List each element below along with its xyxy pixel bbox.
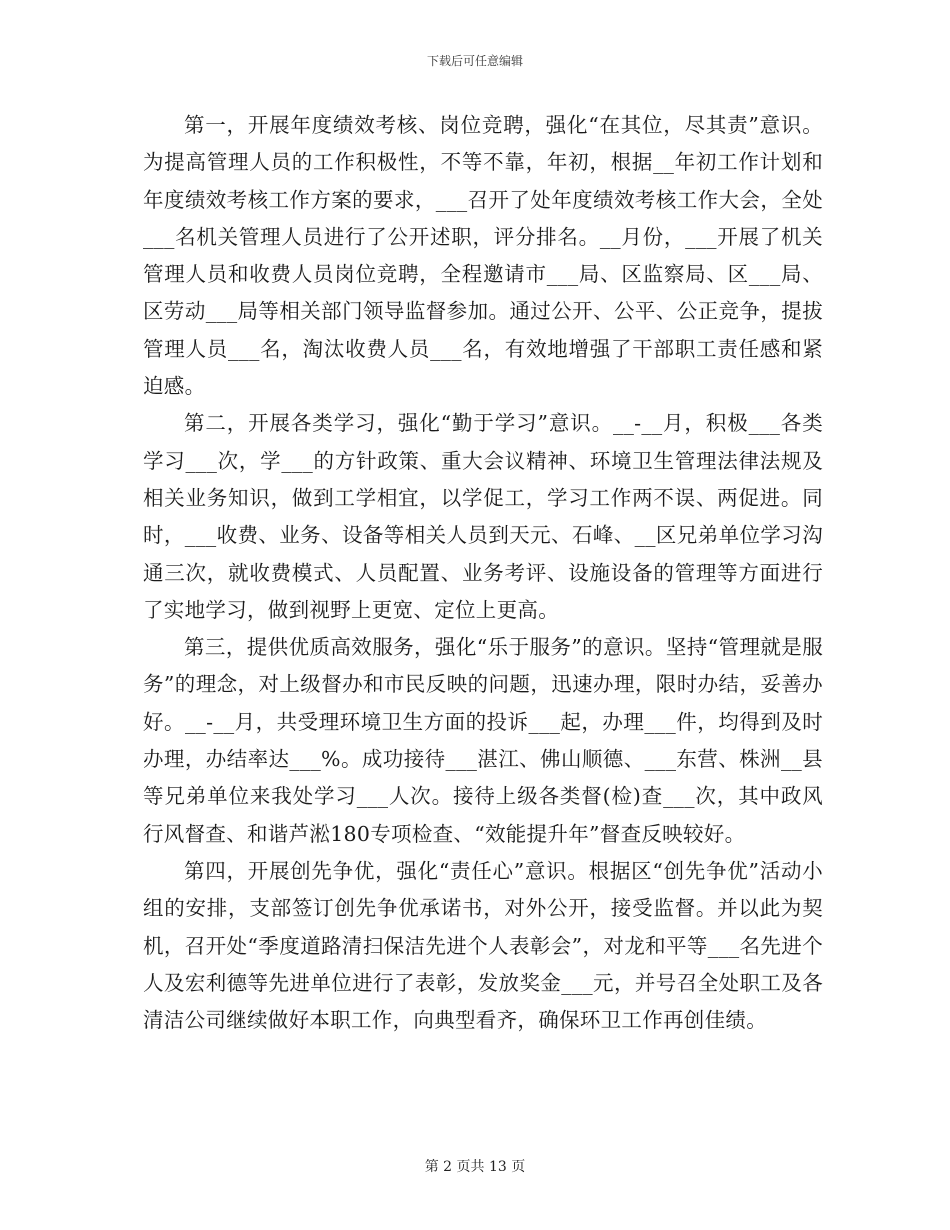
page-header: 下载后可任意编辑 — [426, 54, 523, 68]
paragraph-2: 第二，开展各类学习，强化“勤于学习”意识。__-__月，积极___各类学习___次，学___的方针政策、重大会议精神、环境卫生管理法律法规及相关业务知识，做到工学相宜，以学促工，学习工作两不误、两促进。同时，___收费、业务、设备等相关人员到天元、石峰、__区兄弟单位学习沟通三次，就收费模式、人员配置、业务考评、设施设备的管理等方面进行了实地学习，做到视野上更宽、定位上更高。 — [143, 411, 823, 622]
paragraph-1: 第一，开展年度绩效考核、岗位竞聘，强化“在其位，尽其责”意识。为提高管理人员的工作积极性，不等不靠，年初，根据__年初工作计划和年度绩效考核工作方案的要求，___召开了处年度绩效考核工作大会，全处___名机关管理人员进行了公开述职，评分排名。__月份，___开展了机关管理人员和收费人员岗位竞聘，全程邀请市___局、区监察局、区___局、区劳动___局等相关部门领导监督参加。通过公开、公平、公正竞争，提拔管理人员___名，淘汰收费人员___名，有效地增强了干部职工责任感和紧迫感。 — [143, 113, 823, 399]
document-body — [143, 107, 823, 1039]
paragraph-4: 第四，开展创先争优，强化“责任心”意识。根据区“创先争优”活动小组的安排，支部签订创先争优承诺书，对外公开，接受监督。并以此为契机，召开处“季度道路清扫保洁先进个人表彰会”，对龙和平等___名先进个人及宏利德等先进单位进行了表彰，发放奖金___元，并号召全处职工及各清洁公司继续做好本职工作，向典型看齐，确保环卫工作再创佳绩。 — [143, 858, 823, 1033]
page-footer: 第 2 页共 13 页 — [424, 1159, 526, 1175]
paragraph-3: 第三，提供优质高效服务，强化“乐于服务”的意识。坚持“管理就是服务”的理念，对上级督办和市民反映的问题，迅速办理，限时办结，妥善办好。__-__月，共受理环境卫生方面的投诉___起，办理___件，均得到及时办理，办结率达___%。成功接待___湛江、佛山顺德、___东营、株洲__县等兄弟单位来我处学习___人次。接待上级各类督(检)查___次，其中政风行风督查、和谐芦淞180专项检查、“效能提升年”督查反映较好。 — [143, 635, 823, 846]
